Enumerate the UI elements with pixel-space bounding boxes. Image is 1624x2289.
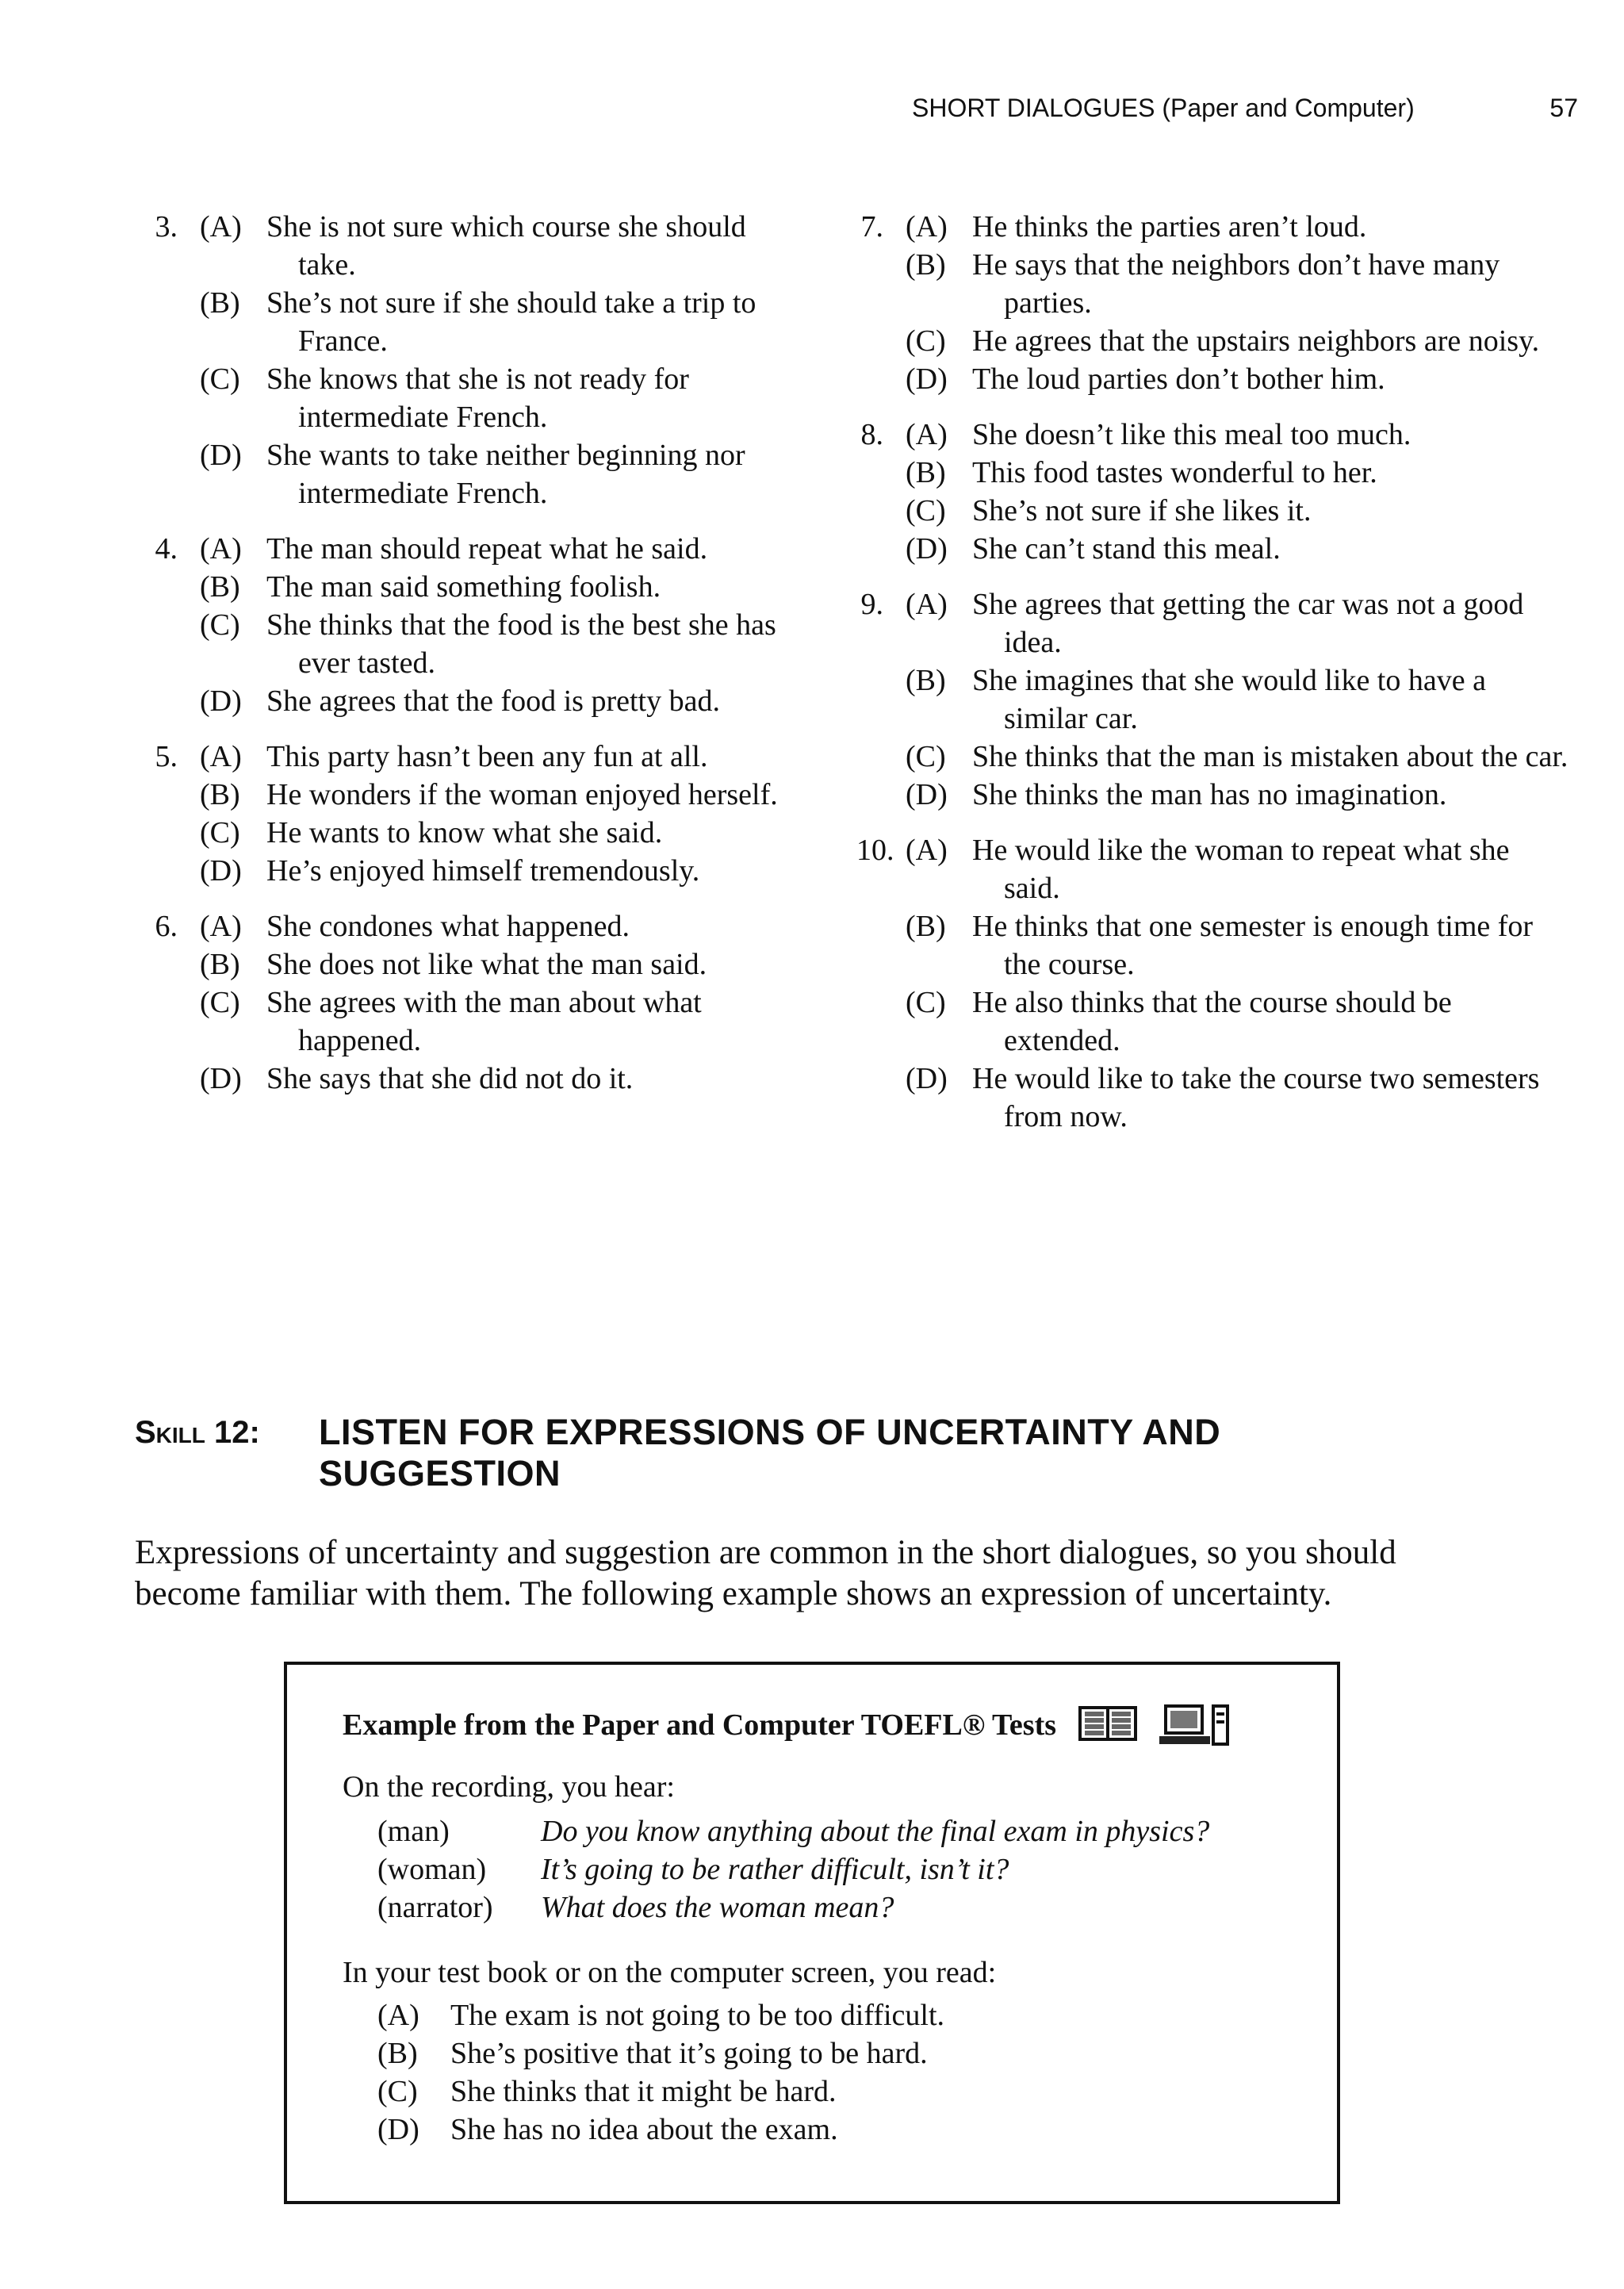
speaker: (man)	[377, 1815, 450, 1848]
answer-a: (A) The exam is not going to be too difficult.	[377, 1999, 945, 2032]
option-a: (A) He thinks the parties aren’t loud.	[906, 210, 1367, 243]
question-number: 7.	[860, 210, 883, 243]
option-d: (D) She thinks the man has no imagination.	[906, 778, 1447, 811]
option-c: (C) He also thinks that the course should be extended.	[906, 986, 1452, 1057]
example-title: Example from the Paper and Computer TOEFL® Tests	[343, 1708, 1057, 1742]
option-b: (B) She imagines that she would like to have a similar car.	[906, 664, 1486, 735]
question-number: 6.	[155, 910, 178, 943]
option-a: (A) This party hasn’t been any fun at all.	[200, 740, 708, 773]
question-3	[151, 208, 809, 512]
speech: It’s going to be rather difficult, isn’t it?	[541, 1853, 1009, 1886]
example-header	[343, 1704, 1281, 1746]
running-head	[912, 94, 1578, 123]
question-5	[151, 738, 809, 890]
option-c: (C) She thinks that the food is the best she has ever tasted.	[200, 608, 776, 680]
question-8	[856, 416, 1570, 568]
questions-left-column	[151, 208, 809, 1115]
question-number: 9.	[860, 588, 883, 621]
option-d: (D) She wants to take neither beginning nor intermediate French.	[200, 439, 745, 510]
option-b: (B) He says that the neighbors don’t have many parties.	[906, 248, 1500, 320]
option-c: (C) She knows that she is not ready for intermediate French.	[200, 362, 689, 434]
option-a: (A) He would like the woman to repeat what she said.	[906, 834, 1510, 905]
option-b: (B) This food tastes wonderful to her.	[906, 456, 1377, 489]
questions-right-column	[856, 208, 1570, 1153]
question-number: 8.	[860, 418, 883, 451]
page-number: 57	[1549, 94, 1578, 122]
option-c: (C) She thinks that the man is mistaken about the car.	[906, 740, 1568, 773]
option-a: (A) She condones what happened.	[200, 910, 630, 943]
question-9	[856, 585, 1570, 814]
speech: What does the woman mean?	[541, 1891, 894, 1924]
question-number: 5.	[155, 740, 178, 773]
question-6	[151, 907, 809, 1098]
book-icon	[1078, 1704, 1137, 1743]
skill-heading	[135, 1412, 1586, 1494]
read-label: In your test book or on the computer screen, you read:	[343, 1956, 997, 1989]
option-c: (C) She agrees with the man about what happened.	[200, 986, 702, 1057]
option-d: (D) She says that she did not do it.	[200, 1062, 634, 1095]
option-c: (C) She’s not sure if she likes it.	[906, 494, 1312, 527]
question-10	[856, 831, 1570, 1136]
speaker: (woman)	[377, 1853, 487, 1886]
option-a: (A) She is not sure which course she should take.	[200, 210, 746, 282]
option-b: (B) The man said something foolish.	[200, 570, 661, 604]
example-box	[284, 1662, 1340, 2204]
skill-title	[319, 1412, 1220, 1494]
answer-c: (C) She thinks that it might be hard.	[377, 2075, 837, 2108]
speech: Do you know anything about the final exam in physics?	[541, 1815, 1210, 1848]
dialogue	[377, 1812, 1281, 1927]
example-icons	[1078, 1704, 1231, 1746]
dialogue-line	[377, 1812, 1281, 1850]
question-4	[151, 530, 809, 720]
answer-choices	[377, 1996, 1281, 2149]
section-title: SHORT DIALOGUES (Paper and Computer)	[912, 94, 1415, 122]
answer-d: (D) She has no idea about the exam.	[377, 2113, 838, 2146]
option-d: (D) She can’t stand this meal.	[906, 532, 1281, 566]
option-c: (C) He agrees that the upstairs neighbors are noisy.	[906, 324, 1540, 358]
option-d: (D) He would like to take the course two semesters from now.	[906, 1062, 1540, 1133]
option-d: (D) The loud parties don’t bother him.	[906, 362, 1385, 396]
skill-title-line: LISTEN FOR EXPRESSIONS OF UNCERTAINTY AND	[319, 1412, 1221, 1452]
option-c: (C) He wants to know what she said.	[200, 816, 663, 849]
option-d: (D) He’s enjoyed himself tremendously.	[200, 854, 700, 888]
computer-icon	[1158, 1704, 1231, 1746]
question-7	[856, 208, 1570, 398]
option-d: (D) She agrees that the food is pretty bad.	[200, 684, 720, 718]
dialogue-line	[377, 1850, 1281, 1888]
question-number: 4.	[155, 532, 178, 566]
question-number: 3.	[155, 210, 178, 243]
dialogue-line	[377, 1888, 1281, 1927]
option-a: (A) The man should repeat what he said.	[200, 532, 708, 566]
option-b: (B) He wonders if the woman enjoyed herself.	[200, 778, 778, 811]
skill-label: Skill 12:	[135, 1415, 260, 1450]
option-a: (A) She doesn’t like this meal too much.	[906, 418, 1411, 451]
intro-paragraph: Expressions of uncertainty and suggestion are common in the short dialogues, so you should become familiar with them. The following example shows an expression of uncertainty.	[135, 1534, 1396, 1612]
hear-label: On the recording, you hear:	[343, 1770, 675, 1804]
option-a: (A) She agrees that getting the car was not a good idea.	[906, 588, 1524, 659]
speaker: (narrator)	[377, 1891, 493, 1924]
option-b: (B) She does not like what the man said.	[200, 948, 707, 981]
question-number: 10.	[856, 834, 894, 867]
answer-b: (B) She’s positive that it’s going to be hard.	[377, 2037, 928, 2070]
option-b: (B) She’s not sure if she should take a trip to France.	[200, 286, 756, 358]
option-b: (B) He thinks that one semester is enough time for the course.	[906, 910, 1534, 981]
skill-title-line: SUGGESTION	[319, 1453, 561, 1493]
